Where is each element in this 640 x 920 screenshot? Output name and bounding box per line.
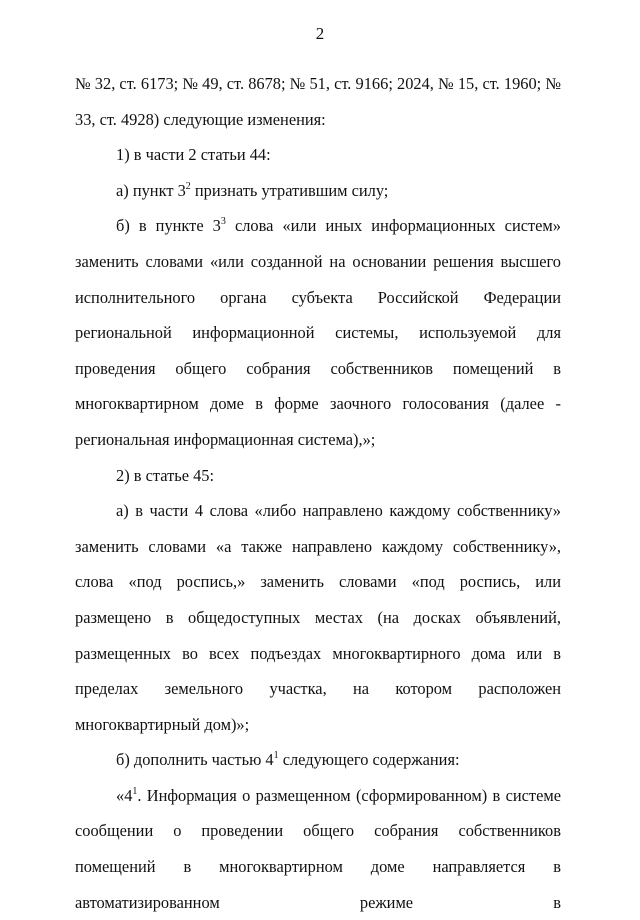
paragraph-item-2a: а) в части 4 слова «либо направлено каждому собственнику» заменить словами «а также направлено каждому собственнику», слова «под роспись,» заменить словами «под роспись, или размещено в общедоступных местах (на досках объявлений, размещенных во всех подъездах многоквартирного дома или в пределах земельного участка, на котором расположен многоквартирный дом)»; (75, 501, 561, 734)
paragraph-continuation: № 32, ст. 6173; № 49, ст. 8678; № 51, ст. 9166; 2024, № 15, ст. 1960; № 33, ст. 4928) следующие изменения: (75, 74, 561, 129)
superscript: 1 (132, 785, 138, 797)
page-number: 2 (315, 24, 325, 43)
superscript: 2 (185, 180, 191, 192)
superscript: 3 (220, 216, 226, 228)
paragraph-item-2b: б) дополнить частью $4^1$ следующего содержания: (116, 750, 460, 770)
document-body (75, 66, 561, 920)
paragraph-item-1: 1) в части 2 статьи 44: (116, 145, 271, 165)
paragraph-item-1a: а) пункт $3^2$ признать утратившим силу; (116, 180, 389, 200)
paragraph-quoted-part-4-1: «$4^1$. Информация о размещенном (сформированном) в системе сообщении о проведении общего собрания собственников помещений в многоквартирном доме направляется в автоматизированном режиме в (75, 785, 561, 912)
superscript: 1 (273, 750, 279, 762)
paragraph-item-1b: б) в пункте $3^3$ слова «или иных информационных систем» заменить словами «или созданной на основании решения высшего исполнительного органа субъекта Российской Федерации региональной информационной системы, используемой для проведения общего собрания собственников помещений в многоквартирном доме в форме заочного голосования (далее - региональная информационная система),»; (75, 216, 561, 449)
paragraph-item-2: 2) в статье 45: (116, 465, 215, 485)
